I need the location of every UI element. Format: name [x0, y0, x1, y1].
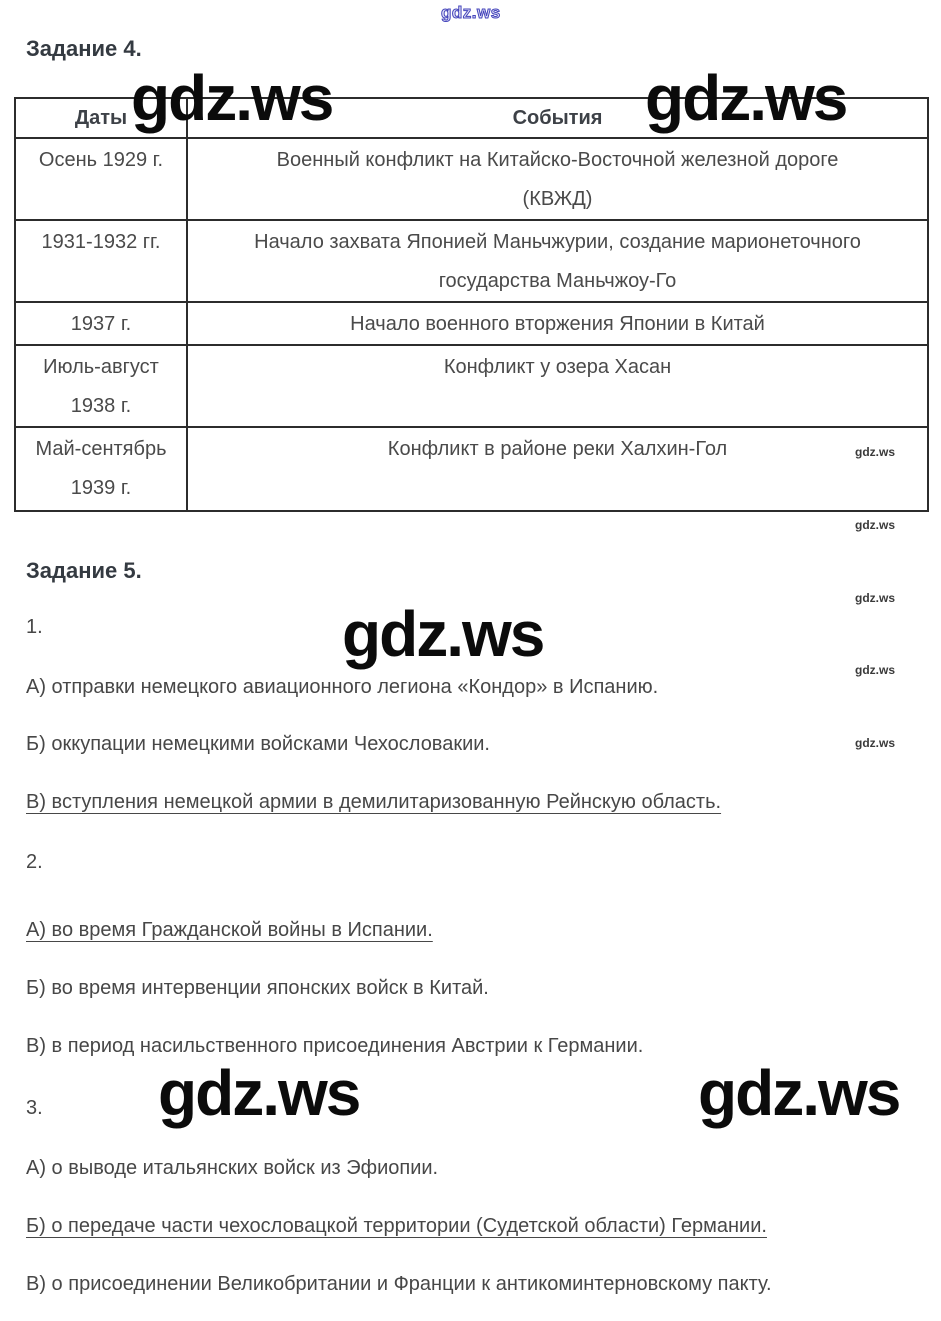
gdzws-watermark-small: gdz.ws [855, 518, 896, 532]
events-column-header: События [187, 98, 928, 138]
task4-heading: Задание 4. [26, 36, 142, 61]
date-cell: Осень 1929 г. [15, 138, 187, 220]
gdzws-watermark-top: gdz.ws [441, 3, 501, 22]
question-1-number: 1. [26, 616, 43, 638]
event-text: Военный конфликт на Китайско-Восточной железной дороге (КВЖД) [276, 149, 839, 210]
question-3-option-c: В) о присоединении Великобритании и Франции к антикоминтерновскому пакту. [26, 1273, 772, 1295]
question-2-option-a-underlined: А) во время Гражданской войны в Испании. [26, 919, 433, 941]
question-3-option-a: А) о выводе итальянских войск из Эфиопии. [26, 1157, 439, 1179]
event-text: Начало военного вторжения Японии в Китай [350, 313, 765, 335]
date-cell: 1937 г. [15, 302, 187, 345]
dates-column-header: Даты [15, 98, 187, 138]
table-row [15, 427, 928, 511]
date-cell: 1931-1932 гг. [15, 220, 187, 302]
gdzws-watermark-small: gdz.ws [855, 736, 896, 750]
date-cell: Июль-август 1938 г. [15, 345, 187, 427]
date-cell: Май-сентябрь 1939 г. [15, 427, 187, 511]
gdzws-watermark-large: gdz.ws [158, 1057, 360, 1129]
question-1-option-a: А) отправки немецкого авиационного легиона «Кондор» в Испанию. [26, 676, 659, 698]
table-row [15, 138, 928, 220]
gdzws-watermark-small: gdz.ws [855, 445, 896, 459]
gdzws-watermark-large: gdz.ws [342, 598, 544, 670]
gdzws-watermark-large: gdz.ws [645, 62, 847, 134]
table-row [15, 345, 928, 427]
event-cell [187, 138, 928, 220]
event-text: Конфликт в районе реки Халхин-Гол [387, 438, 728, 460]
gdzws-watermark-small: gdz.ws [855, 663, 896, 677]
dates-events-table [14, 97, 929, 512]
gdzws-watermark-large: gdz.ws [698, 1057, 900, 1129]
gdzws-watermark-small: gdz.ws [855, 591, 896, 605]
question-2-number: 2. [26, 851, 43, 873]
question-3-number: 3. [26, 1097, 43, 1119]
event-cell [187, 302, 928, 345]
question-2-option-b: Б) во время интервенции японских войск в Китай. [26, 977, 489, 999]
question-2-option-c: В) в период насильственного присоединения Австрии к Германии. [26, 1035, 644, 1057]
table-row [15, 220, 928, 302]
event-cell [187, 345, 928, 427]
event-cell [187, 427, 928, 511]
table-row [15, 302, 928, 345]
gdzws-watermark-large: gdz.ws [131, 62, 333, 134]
question-3-option-b-underlined: Б) о передаче части чехословацкой территории (Судетской области) Германии. [26, 1215, 767, 1237]
event-text: Конфликт у озера Хасан [443, 356, 672, 378]
event-text: Начало захвата Японией Маньчжурии, создание марионеточного государства Маньчжоу-Го [254, 231, 861, 292]
question-1-option-c-underlined: В) вступления немецкой армии в демилитаризованную Рейнскую область. [26, 791, 722, 813]
question-1-option-b: Б) оккупации немецкими войсками Чехословакии. [26, 733, 490, 755]
task5-heading: Задание 5. [26, 558, 142, 583]
event-cell [187, 220, 928, 302]
